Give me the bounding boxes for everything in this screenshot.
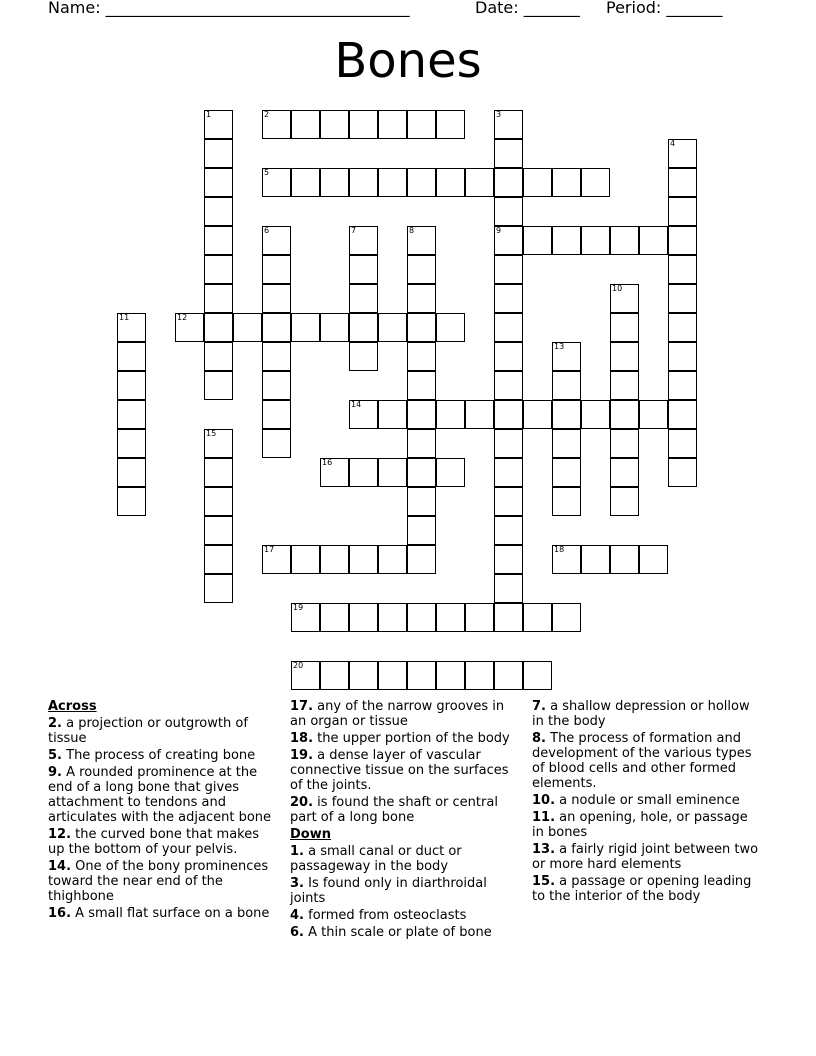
grid-cell[interactable] (407, 255, 436, 284)
grid-cell[interactable] (349, 545, 378, 574)
clue-number-19: 19 (293, 603, 304, 612)
clue-down-13: 13. a fairly rigid joint between two or more hard elements (532, 842, 759, 872)
grid-cell[interactable] (204, 110, 233, 139)
grid-cell[interactable] (610, 313, 639, 342)
grid-cell[interactable] (610, 371, 639, 400)
clues-column-2 (290, 699, 520, 942)
grid-cell[interactable] (668, 168, 697, 197)
grid-cell[interactable] (494, 313, 523, 342)
clue-across-18: 18. the upper portion of the body (290, 731, 510, 746)
clue-down-7: 7. a shallow depression or hollow in the body (532, 699, 750, 729)
clue-across-16: 16. A small flat surface on a bone (48, 906, 270, 921)
grid-cell[interactable] (639, 545, 668, 574)
grid-cell[interactable] (407, 429, 436, 458)
clue-number-17: 17 (264, 545, 275, 554)
grid-cell[interactable] (320, 313, 349, 342)
period-field-label: Period: _______ (606, 0, 723, 17)
grid-cell[interactable] (668, 197, 697, 226)
grid-cell[interactable] (291, 603, 320, 632)
clue-across-17: 17. any of the narrow grooves in an organ or tissue (290, 699, 505, 729)
clue-number-6: 6 (264, 226, 270, 235)
clue-number-20: 20 (293, 661, 304, 670)
grid-cell[interactable] (262, 313, 291, 342)
grid-cell[interactable] (204, 313, 233, 342)
clue-down-6: 6. A thin scale or plate of bone (290, 925, 492, 940)
grid-cell[interactable] (262, 342, 291, 371)
grid-cell[interactable] (378, 458, 407, 487)
grid-cell[interactable] (552, 226, 581, 255)
grid-cell[interactable] (349, 603, 378, 632)
grid-cell[interactable] (262, 284, 291, 313)
clue-number-8: 8 (409, 226, 415, 235)
grid-cell[interactable] (494, 226, 523, 255)
grid-cell[interactable] (204, 255, 233, 284)
grid-cell[interactable] (494, 487, 523, 516)
grid-cell[interactable] (494, 574, 523, 603)
clue-down-15: 15. a passage or opening leading to the interior of the body (532, 874, 752, 904)
grid-cell[interactable] (523, 661, 552, 690)
clue-number-13: 13 (554, 342, 565, 351)
grid-cell[interactable] (117, 400, 146, 429)
grid-cell[interactable] (581, 226, 610, 255)
grid-cell[interactable] (349, 255, 378, 284)
grid-cell[interactable] (494, 110, 523, 139)
grid-cell[interactable] (407, 487, 436, 516)
grid-cell[interactable] (175, 313, 204, 342)
grid-cell[interactable] (378, 661, 407, 690)
grid-cell[interactable] (523, 603, 552, 632)
grid-cell[interactable] (204, 545, 233, 574)
grid-cell[interactable] (494, 603, 523, 632)
grid-cell[interactable] (320, 661, 349, 690)
clue-down-11: 11. an opening, hole, or passage in bones (532, 810, 748, 840)
grid-cell[interactable] (610, 458, 639, 487)
clue-number-5: 5 (264, 168, 270, 177)
clue-number-7: 7 (351, 226, 357, 235)
grid-cell[interactable] (552, 371, 581, 400)
clue-number-10: 10 (612, 284, 623, 293)
grid-cell[interactable] (668, 139, 697, 168)
page-title: Bones (334, 33, 482, 89)
grid-cell[interactable] (262, 545, 291, 574)
grid-cell[interactable] (494, 429, 523, 458)
clue-number-3: 3 (496, 110, 502, 119)
clue-number-4: 4 (670, 139, 676, 148)
grid-cell[interactable] (494, 371, 523, 400)
clue-down-4: 4. formed from osteoclasts (290, 908, 467, 923)
grid-cell[interactable] (436, 313, 465, 342)
clue-number-12: 12 (177, 313, 188, 322)
grid-cell[interactable] (117, 429, 146, 458)
grid-cell[interactable] (610, 342, 639, 371)
grid-cell[interactable] (233, 313, 262, 342)
clue-across-19: 19. a dense layer of vascular connective tissue on the surfaces of the joints. (290, 748, 509, 793)
grid-cell[interactable] (494, 168, 523, 197)
grid-cell[interactable] (349, 313, 378, 342)
grid-cell[interactable] (465, 400, 494, 429)
grid-cell[interactable] (610, 429, 639, 458)
grid-cell[interactable] (407, 400, 436, 429)
grid-cell[interactable] (552, 168, 581, 197)
clue-across-5: 5. The process of creating bone (48, 748, 256, 763)
grid-cell[interactable] (610, 226, 639, 255)
grid-cell[interactable] (668, 429, 697, 458)
grid-cell[interactable] (262, 168, 291, 197)
grid-cell[interactable] (117, 342, 146, 371)
grid-cell[interactable] (117, 371, 146, 400)
grid-cell[interactable] (436, 400, 465, 429)
grid-cell[interactable] (349, 226, 378, 255)
grid-cell[interactable] (465, 603, 494, 632)
grid-cell[interactable] (349, 284, 378, 313)
clue-across-20: 20. is found the shaft or central part of a long bone (290, 795, 498, 825)
clue-number-1: 1 (206, 110, 212, 119)
clue-number-14: 14 (351, 400, 362, 409)
grid-cell[interactable] (320, 110, 349, 139)
grid-cell[interactable] (349, 661, 378, 690)
grid-cell[interactable] (465, 168, 494, 197)
grid-cell[interactable] (407, 110, 436, 139)
grid-cell[interactable] (668, 226, 697, 255)
grid-cell[interactable] (581, 545, 610, 574)
grid-cell[interactable] (378, 603, 407, 632)
grid-cell[interactable] (320, 168, 349, 197)
grid-cell[interactable] (262, 255, 291, 284)
name-field-label: Name: ______________________________________ (48, 0, 410, 17)
clue-number-15: 15 (206, 429, 217, 438)
grid-cell[interactable] (204, 226, 233, 255)
grid-cell[interactable] (204, 574, 233, 603)
grid-cell[interactable] (494, 255, 523, 284)
grid-cell[interactable] (407, 284, 436, 313)
grid-cell[interactable] (291, 545, 320, 574)
grid-cell[interactable] (204, 429, 233, 458)
grid-cell[interactable] (494, 139, 523, 168)
grid-cell[interactable] (320, 603, 349, 632)
grid-cell[interactable] (204, 458, 233, 487)
across-heading: Across (48, 699, 97, 714)
grid-cell[interactable] (320, 458, 349, 487)
grid-cell[interactable] (552, 458, 581, 487)
grid-cell[interactable] (639, 226, 668, 255)
grid-cell[interactable] (378, 545, 407, 574)
clue-number-9: 9 (496, 226, 502, 235)
grid-cell[interactable] (610, 545, 639, 574)
grid-cell[interactable] (668, 313, 697, 342)
grid-cell[interactable] (494, 661, 523, 690)
grid-cell[interactable] (552, 603, 581, 632)
grid-cell[interactable] (349, 400, 378, 429)
grid-cell[interactable] (204, 284, 233, 313)
clue-number-11: 11 (119, 313, 130, 322)
grid-cell[interactable] (349, 168, 378, 197)
grid-cell[interactable] (407, 342, 436, 371)
grid-cell[interactable] (639, 400, 668, 429)
grid-cell[interactable] (494, 545, 523, 574)
clue-down-8: 8. The process of formation and development of the various types of blood cells and other formed elements. (532, 731, 752, 791)
grid-cell[interactable] (407, 545, 436, 574)
grid-cell[interactable] (494, 516, 523, 545)
grid-cell[interactable] (407, 516, 436, 545)
grid-cell[interactable] (262, 110, 291, 139)
clue-number-16: 16 (322, 458, 333, 467)
grid-cell[interactable] (494, 284, 523, 313)
grid-cell[interactable] (407, 168, 436, 197)
grid-cell[interactable] (262, 400, 291, 429)
grid-cell[interactable] (494, 400, 523, 429)
grid-cell[interactable] (204, 168, 233, 197)
grid-cell[interactable] (349, 458, 378, 487)
grid-cell[interactable] (436, 110, 465, 139)
clue-number-2: 2 (264, 110, 270, 119)
clue-number-18: 18 (554, 545, 565, 554)
grid-cell[interactable] (523, 168, 552, 197)
grid-cell[interactable] (204, 371, 233, 400)
grid-cell[interactable] (204, 342, 233, 371)
grid-cell[interactable] (523, 226, 552, 255)
grid-cell[interactable] (552, 429, 581, 458)
grid-cell[interactable] (436, 168, 465, 197)
clues-column-3 (532, 699, 762, 906)
grid-cell[interactable] (668, 255, 697, 284)
grid-cell[interactable] (436, 661, 465, 690)
grid-cell[interactable] (436, 603, 465, 632)
clue-across-14: 14. One of the bony prominences toward the near end of the thighbone (48, 859, 269, 904)
date-field-label: Date: _______ (475, 0, 580, 17)
grid-cell[interactable] (320, 545, 349, 574)
clues-column-1 (48, 699, 278, 923)
grid-cell[interactable] (610, 400, 639, 429)
grid-cell[interactable] (378, 110, 407, 139)
grid-cell[interactable] (291, 168, 320, 197)
grid-cell[interactable] (465, 661, 494, 690)
grid-cell[interactable] (349, 110, 378, 139)
grid-cell[interactable] (291, 110, 320, 139)
clue-across-12: 12. the curved bone that makes up the bottom of your pelvis. (48, 827, 260, 857)
grid-cell[interactable] (581, 168, 610, 197)
grid-cell[interactable] (378, 313, 407, 342)
grid-cell[interactable] (407, 371, 436, 400)
grid-cell[interactable] (668, 371, 697, 400)
grid-cell[interactable] (204, 487, 233, 516)
grid-cell[interactable] (291, 661, 320, 690)
grid-cell[interactable] (523, 400, 552, 429)
grid-cell[interactable] (581, 400, 610, 429)
clue-across-2: 2. a projection or outgrowth of tissue (48, 716, 248, 746)
grid-cell[interactable] (552, 342, 581, 371)
grid-cell[interactable] (407, 313, 436, 342)
grid-cell[interactable] (668, 284, 697, 313)
grid-cell[interactable] (436, 458, 465, 487)
grid-cell[interactable] (204, 516, 233, 545)
clue-down-10: 10. a nodule or small eminence (532, 793, 740, 808)
grid-cell[interactable] (407, 603, 436, 632)
clue-across-9: 9. A rounded prominence at the end of a long bone that gives attachment to tendons and articulates with the adjacent bone (48, 765, 272, 825)
grid-cell[interactable] (668, 342, 697, 371)
grid-cell[interactable] (494, 342, 523, 371)
grid-cell[interactable] (291, 313, 320, 342)
grid-cell[interactable] (349, 342, 378, 371)
grid-cell[interactable] (262, 371, 291, 400)
grid-cell[interactable] (668, 458, 697, 487)
grid-cell[interactable] (262, 429, 291, 458)
grid-cell[interactable] (552, 400, 581, 429)
down-heading: Down (290, 827, 331, 842)
grid-cell[interactable] (407, 226, 436, 255)
grid-cell[interactable] (378, 168, 407, 197)
grid-cell[interactable] (407, 458, 436, 487)
grid-cell[interactable] (378, 400, 407, 429)
grid-cell[interactable] (610, 487, 639, 516)
grid-cell[interactable] (494, 458, 523, 487)
grid-cell[interactable] (117, 487, 146, 516)
grid-cell[interactable] (494, 197, 523, 226)
grid-cell[interactable] (668, 400, 697, 429)
grid-cell[interactable] (204, 197, 233, 226)
grid-cell[interactable] (407, 661, 436, 690)
grid-cell[interactable] (610, 284, 639, 313)
grid-cell[interactable] (262, 226, 291, 255)
grid-cell[interactable] (552, 487, 581, 516)
grid-cell[interactable] (117, 313, 146, 342)
clue-down-1: 1. a small canal or duct or passageway in the body (290, 844, 462, 874)
clue-down-3: 3. Is found only in diarthroidal joints (290, 876, 487, 906)
grid-cell[interactable] (117, 458, 146, 487)
grid-cell[interactable] (204, 139, 233, 168)
grid-cell[interactable] (552, 545, 581, 574)
